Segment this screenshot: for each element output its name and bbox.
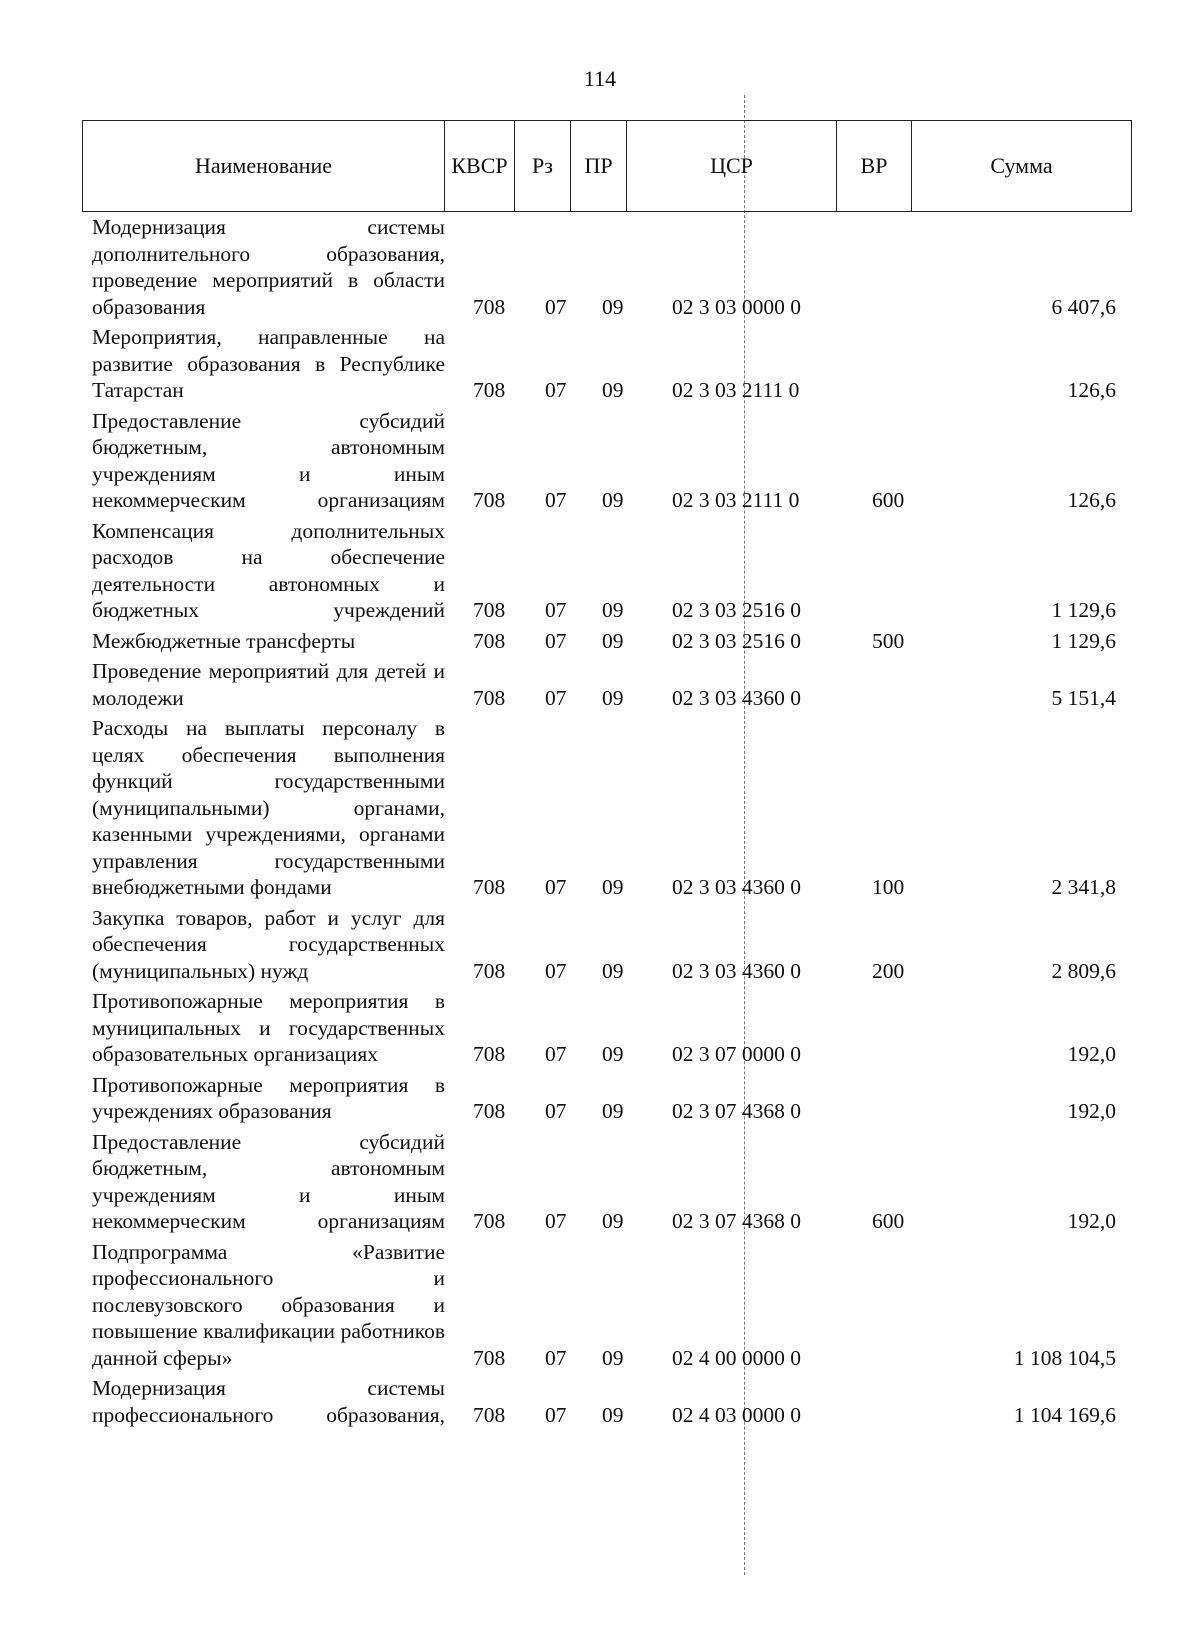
- row-name: Проведение мероприятий для детей и молодежи: [92, 659, 445, 710]
- row-sum: 192,0: [1067, 1042, 1116, 1066]
- row-kvsr: 708: [473, 958, 506, 983]
- row-pr: 09: [602, 1042, 624, 1066]
- row-sum: 1 129,6: [1051, 628, 1116, 653]
- row-rz: 07: [545, 1209, 567, 1233]
- row-kvsr: 708: [473, 1345, 506, 1370]
- row-rz: 07: [545, 875, 567, 899]
- row-rz: 07: [545, 628, 567, 653]
- row-name: Закупка товаров, работ и услуг для обеспечения государственных (муниципальных) нужд: [92, 905, 445, 983]
- row-kvsr: 708: [473, 1042, 506, 1066]
- row-pr: 09: [602, 685, 624, 710]
- row-sum: 2 809,6: [1051, 958, 1116, 983]
- row-rz: 07: [545, 1402, 567, 1427]
- header-pr: ПР: [571, 121, 627, 211]
- table-row: [0, 905, 1200, 985]
- header-name: Наименование: [83, 121, 445, 211]
- row-vr: 200: [872, 958, 905, 983]
- row-rz: 07: [545, 488, 567, 512]
- row-csr: 02 3 07 4368 0: [672, 1099, 801, 1123]
- row-sum: 192,0: [1067, 1209, 1116, 1233]
- row-csr: 02 3 03 2516 0: [672, 598, 801, 622]
- row-kvsr: 708: [473, 1402, 506, 1427]
- table-row: [0, 1239, 1200, 1372]
- row-name: Предоставление субсидий бюджетным, автономным учреждениям и иным некоммерческим организациям: [92, 1129, 445, 1233]
- table-body: [0, 214, 1200, 1432]
- row-csr: 02 3 03 2516 0: [672, 628, 801, 653]
- row-sum: 192,0: [1067, 1099, 1116, 1123]
- table-row: [0, 518, 1200, 624]
- row-kvsr: 708: [473, 1099, 506, 1123]
- table-row: [0, 408, 1200, 514]
- row-vr: 500: [872, 628, 905, 653]
- row-kvsr: 708: [473, 488, 506, 512]
- row-name: Компенсация дополнительных расходов на обеспечение деятельности автономных и бюджетных учреждений: [92, 518, 445, 622]
- row-csr: 02 3 03 4360 0: [672, 875, 801, 899]
- row-pr: 09: [602, 1402, 624, 1427]
- row-pr: 09: [602, 1345, 624, 1370]
- row-vr: 100: [872, 875, 905, 899]
- row-name: Межбюджетные трансферты: [92, 628, 356, 653]
- row-pr: 09: [602, 294, 624, 319]
- header-vr: ВР: [837, 121, 912, 211]
- row-name: Модернизация системы дополнительного образования, проведение мероприятий в области образования: [92, 215, 445, 319]
- row-name: Подпрограмма «Развитие профессионального и послевузовского образования и повышение квалификации работников данной сферы»: [92, 1239, 445, 1370]
- row-pr: 09: [602, 958, 624, 983]
- row-sum: 1 108 104,5: [1013, 1345, 1116, 1370]
- row-kvsr: 708: [473, 875, 506, 899]
- table-row: [0, 1072, 1200, 1125]
- row-pr: 09: [602, 598, 624, 622]
- row-csr: 02 3 07 4368 0: [672, 1209, 801, 1233]
- row-csr: 02 3 03 4360 0: [672, 958, 801, 983]
- table-row: [0, 324, 1200, 404]
- table-row: [0, 1129, 1200, 1235]
- row-kvsr: 708: [473, 598, 506, 622]
- row-name: Предоставление субсидий бюджетным, автономным учреждениям и иным некоммерческим организациям: [92, 408, 445, 512]
- row-sum: 126,6: [1067, 488, 1116, 512]
- table-header: [82, 120, 1132, 212]
- row-name: Расходы на выплаты персоналу в целях обеспечения выполнения функций государственными (муниципальными) органами, казенными учреждениями, органами управления государственными внебюджетными фондами: [92, 716, 445, 899]
- row-kvsr: 708: [473, 1209, 506, 1233]
- row-rz: 07: [545, 378, 567, 402]
- row-csr: 02 4 00 0000 0: [672, 1345, 801, 1370]
- row-sum: 126,6: [1067, 378, 1116, 402]
- row-name: Модернизация системы профессионального образования,: [92, 1376, 445, 1427]
- row-rz: 07: [545, 598, 567, 622]
- row-rz: 07: [545, 294, 567, 319]
- row-kvsr: 708: [473, 685, 506, 710]
- table-row: [0, 658, 1200, 711]
- table-row: [0, 214, 1200, 320]
- table-row: [0, 628, 1200, 655]
- row-kvsr: 708: [473, 628, 506, 653]
- row-name: Противопожарные мероприятия в муниципальных и государственных образовательных организациях: [92, 989, 445, 1066]
- row-csr: 02 3 07 0000 0: [672, 1042, 801, 1066]
- table-row: [0, 988, 1200, 1068]
- row-pr: 09: [602, 1099, 624, 1123]
- row-pr: 09: [602, 1209, 624, 1233]
- row-csr: 02 4 03 0000 0: [672, 1402, 801, 1427]
- row-rz: 07: [545, 958, 567, 983]
- row-name: Противопожарные мероприятия в учреждениях образования: [92, 1072, 445, 1123]
- header-kvsr: КВСР: [445, 121, 515, 211]
- header-rz: Рз: [515, 121, 571, 211]
- header-sum: Сумма: [990, 153, 1053, 178]
- row-csr: 02 3 03 4360 0: [672, 685, 801, 710]
- row-kvsr: 708: [473, 378, 506, 402]
- row-vr: 600: [872, 488, 905, 512]
- row-sum: 1 104 169,6: [1013, 1402, 1116, 1427]
- row-csr: 02 3 03 0000 0: [672, 294, 801, 319]
- row-rz: 07: [545, 1345, 567, 1370]
- row-sum: 1 129,6: [1051, 598, 1116, 622]
- row-kvsr: 708: [473, 294, 506, 319]
- row-name: Мероприятия, направленные на развитие образования в Республике Татарстан: [92, 325, 445, 402]
- page-number: 114: [583, 66, 617, 91]
- row-csr: 02 3 03 2111 0: [672, 488, 800, 512]
- row-rz: 07: [545, 1042, 567, 1066]
- row-rz: 07: [545, 1099, 567, 1123]
- header-csr: ЦСР: [627, 121, 837, 211]
- row-csr: 02 3 03 2111 0: [672, 378, 800, 402]
- row-pr: 09: [602, 488, 624, 512]
- row-sum: 5 151,4: [1051, 685, 1116, 710]
- table-row: [0, 1375, 1200, 1428]
- row-sum: 6 407,6: [1051, 294, 1116, 319]
- row-pr: 09: [602, 628, 624, 653]
- table-row: [0, 715, 1200, 901]
- row-rz: 07: [545, 685, 567, 710]
- row-sum: 2 341,8: [1051, 875, 1116, 899]
- row-pr: 09: [602, 875, 624, 899]
- row-pr: 09: [602, 378, 624, 402]
- row-vr: 600: [872, 1209, 905, 1233]
